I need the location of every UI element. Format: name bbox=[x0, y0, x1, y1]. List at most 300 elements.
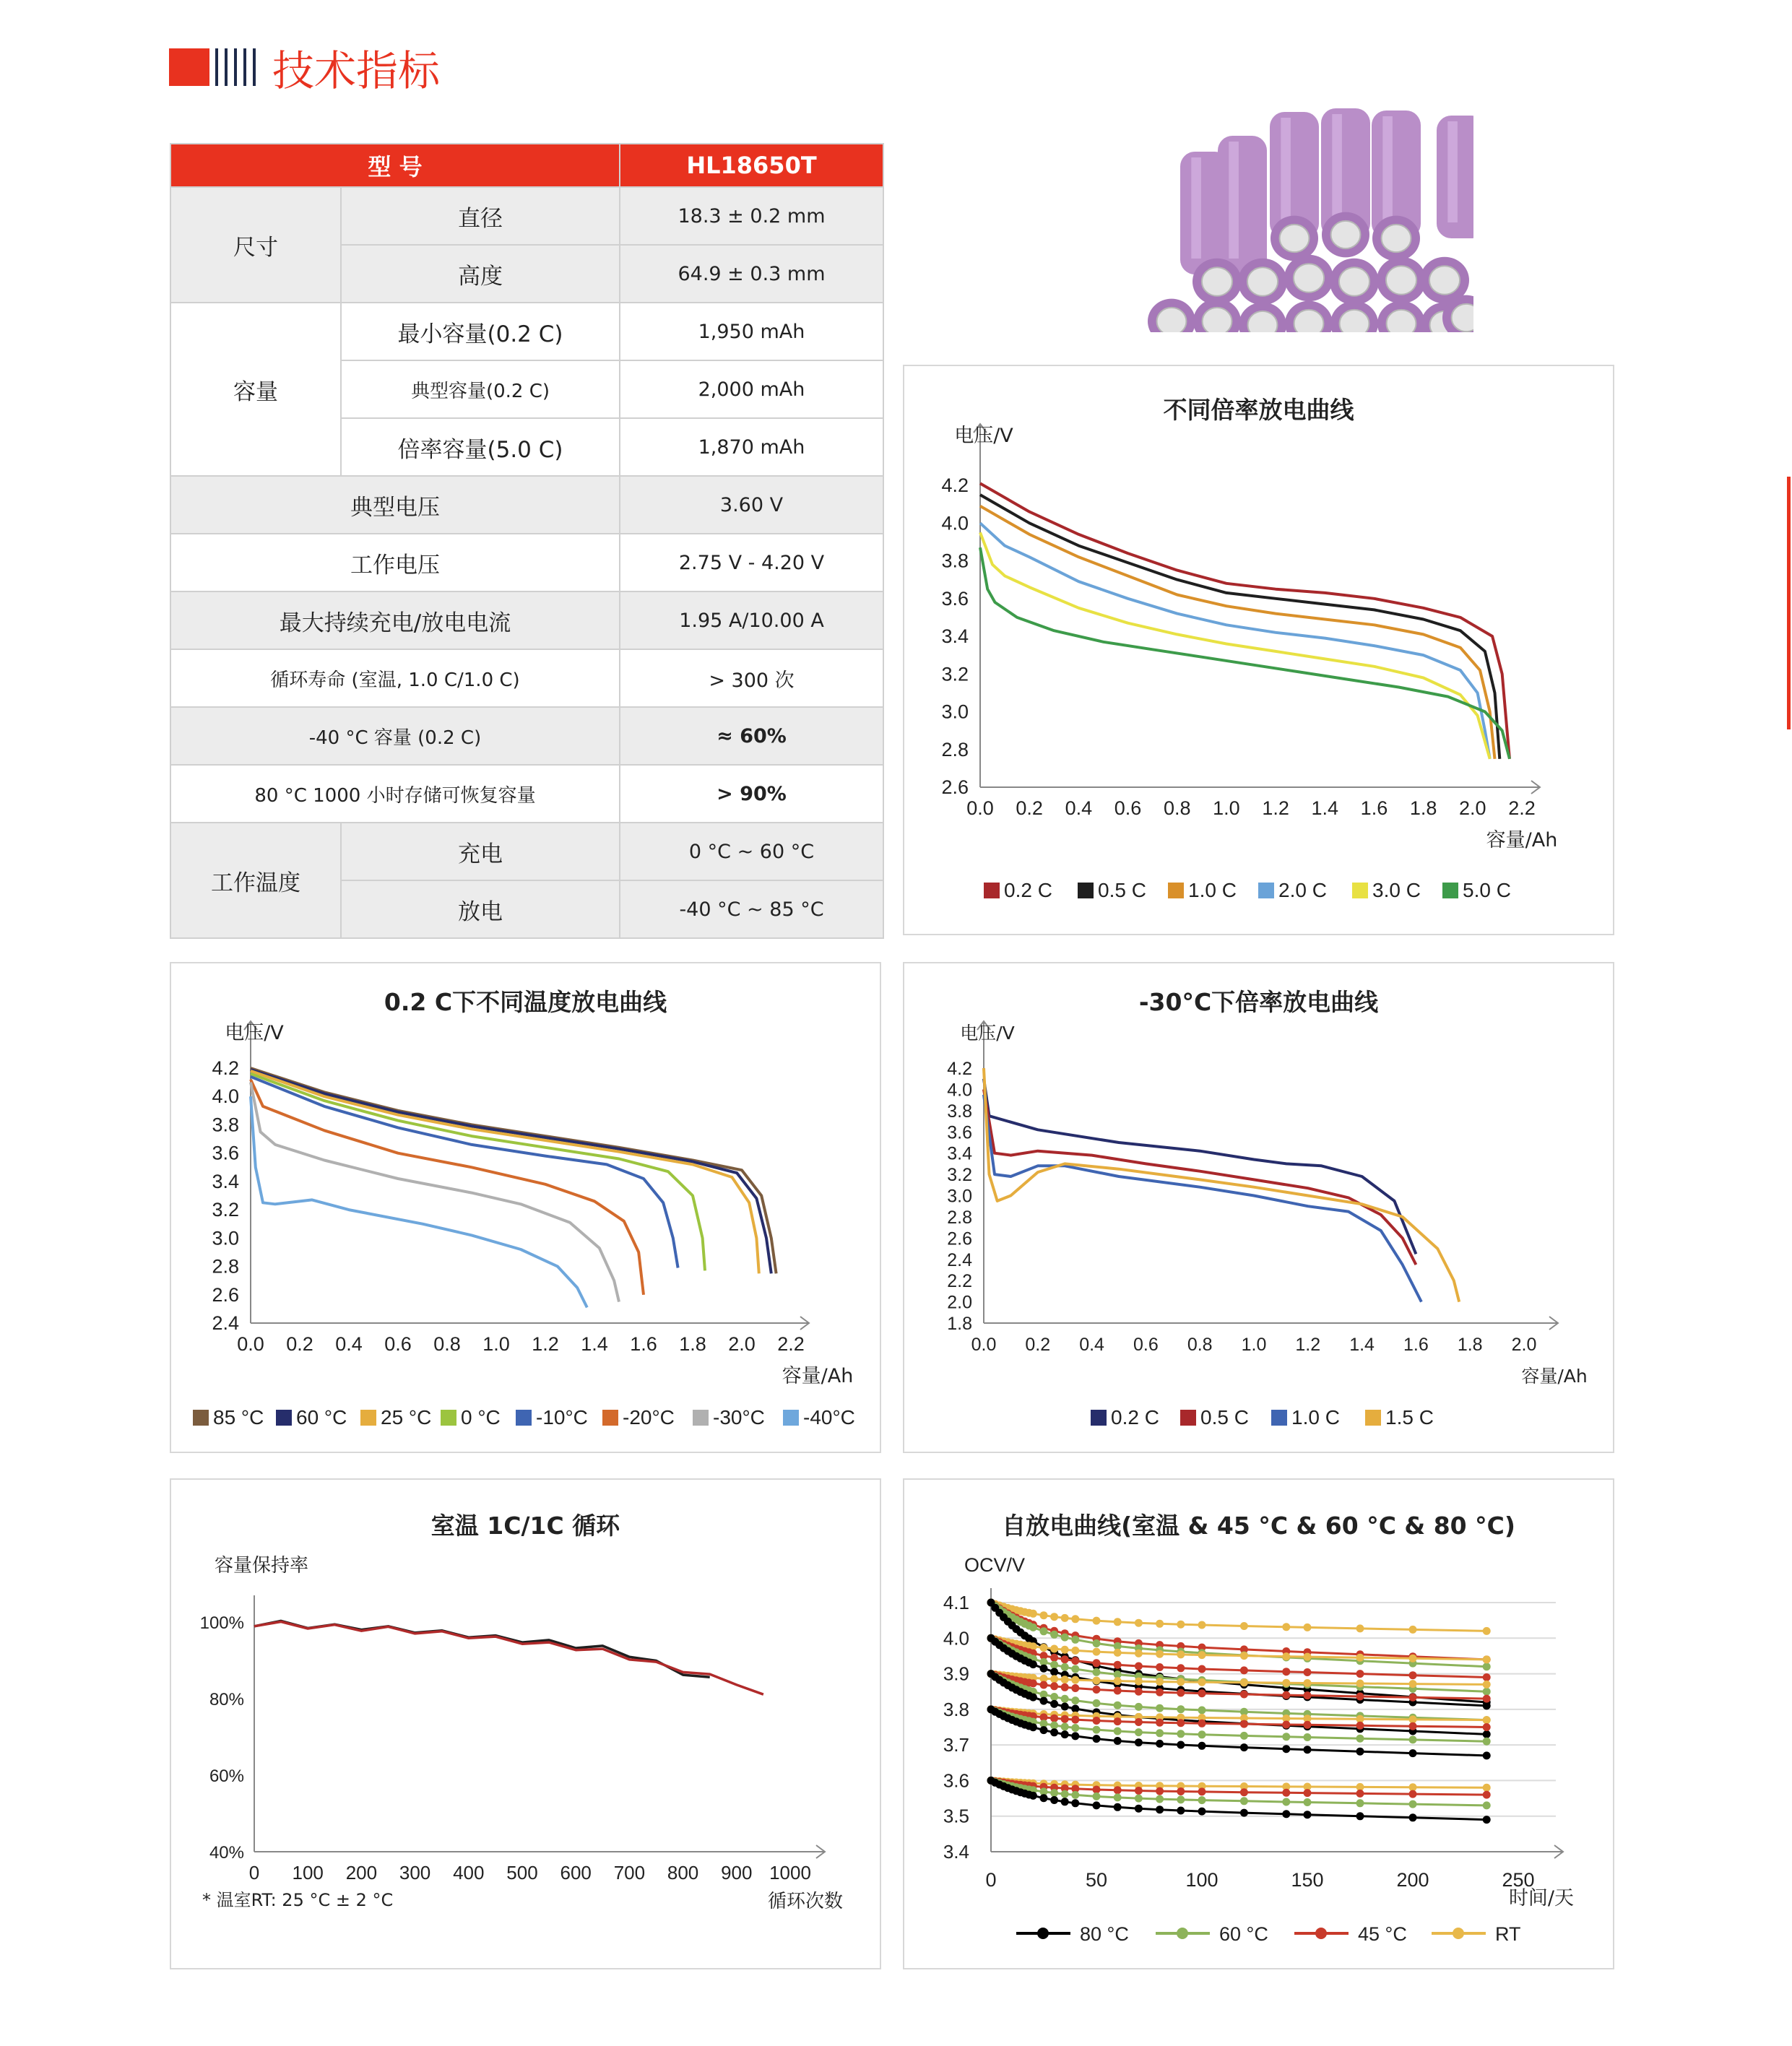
x-tick-label: 0.2 bbox=[1025, 1335, 1051, 1355]
data-point bbox=[1483, 1663, 1491, 1670]
battery-terminal bbox=[1247, 267, 1278, 295]
data-point bbox=[1177, 1807, 1185, 1815]
x-tick-label: 0 bbox=[985, 1869, 997, 1891]
x-tick-label: 400 bbox=[453, 1862, 485, 1884]
legend-swatch bbox=[1365, 1410, 1381, 1426]
diameter-value: 18.3 ± 0.2 mm bbox=[620, 187, 883, 245]
y-axis-label: 电压/V bbox=[954, 425, 1013, 447]
y-tick-label: 2.4 bbox=[212, 1312, 239, 1334]
data-point bbox=[1071, 1657, 1079, 1665]
x-tick-label: 0.6 bbox=[384, 1333, 412, 1355]
y-tick-label: 3.6 bbox=[943, 1769, 969, 1792]
min-capacity-value: 1,950 mAh bbox=[620, 303, 883, 360]
data-point bbox=[1483, 1716, 1491, 1724]
x-tick-label: 0.8 bbox=[433, 1333, 461, 1355]
y-tick-label: 3.2 bbox=[947, 1165, 972, 1186]
legend-swatch bbox=[783, 1410, 799, 1426]
data-point bbox=[1156, 1704, 1164, 1712]
data-point bbox=[1050, 1631, 1058, 1639]
data-point bbox=[1061, 1703, 1069, 1711]
data-point bbox=[1050, 1796, 1058, 1804]
x-tick-label: 0.0 bbox=[971, 1335, 997, 1355]
data-point bbox=[1282, 1733, 1290, 1741]
x-tick-label: 0.2 bbox=[1016, 797, 1043, 819]
section-header bbox=[169, 42, 441, 95]
data-point bbox=[1061, 1722, 1069, 1730]
self-discharge-panel bbox=[903, 1478, 1614, 1969]
x-tick-label: 150 bbox=[1291, 1869, 1324, 1891]
data-point bbox=[1240, 1797, 1248, 1805]
chart-title: 室温 1C/1C 循环 bbox=[430, 1512, 620, 1540]
x-tick-label: 900 bbox=[721, 1862, 753, 1884]
data-point bbox=[1114, 1661, 1122, 1669]
battery-body bbox=[1218, 136, 1267, 274]
data-point bbox=[1071, 1665, 1079, 1673]
data-point bbox=[1198, 1730, 1206, 1738]
y-tick-label: 4.0 bbox=[212, 1085, 239, 1108]
legend-swatch bbox=[360, 1410, 376, 1426]
legend-swatch bbox=[1180, 1410, 1196, 1426]
data-point bbox=[1198, 1651, 1206, 1659]
model-value: HL18650T bbox=[620, 144, 883, 187]
data-point bbox=[1093, 1677, 1101, 1685]
data-point bbox=[1409, 1694, 1417, 1702]
self-discharge-chart bbox=[904, 1480, 1613, 1968]
data-point bbox=[1050, 1789, 1058, 1797]
data-point bbox=[1029, 1660, 1037, 1668]
table-row bbox=[170, 649, 883, 707]
data-point bbox=[1050, 1693, 1058, 1701]
data-point bbox=[1071, 1615, 1079, 1623]
legend-swatch bbox=[1442, 883, 1458, 898]
data-point bbox=[1198, 1720, 1206, 1728]
data-point bbox=[1409, 1680, 1417, 1688]
spec-header-row bbox=[170, 144, 883, 187]
x-tick-label: 1.4 bbox=[1311, 797, 1339, 819]
y-tick-label: 3.2 bbox=[212, 1199, 239, 1221]
x-axis-label: 容量/Ah bbox=[1521, 1366, 1588, 1387]
legend-label: 0 °C bbox=[461, 1406, 501, 1429]
height-value: 64.9 ± 0.3 mm bbox=[620, 245, 883, 303]
legend-marker bbox=[1037, 1928, 1049, 1939]
series-line bbox=[254, 1621, 710, 1677]
y-tick-label: 2.8 bbox=[212, 1255, 239, 1278]
series-line bbox=[251, 1070, 771, 1273]
series-line bbox=[980, 523, 1490, 759]
x-tick-label: 1.6 bbox=[1360, 797, 1388, 819]
data-point bbox=[1071, 1732, 1079, 1740]
legend-label: RT bbox=[1495, 1923, 1521, 1945]
x-tick-label: 1000 bbox=[769, 1862, 811, 1884]
data-point bbox=[1050, 1645, 1058, 1653]
y-tick-label: 2.6 bbox=[941, 776, 969, 798]
cold-discharge-panel bbox=[903, 962, 1614, 1453]
x-tick-label: 500 bbox=[506, 1862, 538, 1884]
legend-label: 0.5 C bbox=[1098, 879, 1146, 901]
data-point bbox=[1093, 1726, 1101, 1734]
diameter-label: 直径 bbox=[341, 187, 620, 245]
data-point bbox=[1483, 1730, 1491, 1738]
data-point bbox=[1029, 1792, 1037, 1800]
row-label: 循环寿命 (室温, 1.0 C/1.0 C) bbox=[170, 649, 620, 707]
data-point bbox=[1071, 1799, 1079, 1807]
data-point bbox=[1483, 1784, 1491, 1792]
data-point bbox=[1114, 1649, 1122, 1657]
y-tick-label: 3.4 bbox=[941, 625, 969, 647]
data-point bbox=[1198, 1796, 1206, 1804]
x-tick-label: 1.4 bbox=[1349, 1335, 1375, 1355]
data-point bbox=[1114, 1687, 1122, 1695]
data-point bbox=[1356, 1748, 1364, 1756]
legend-swatch bbox=[193, 1410, 209, 1426]
battery-terminal bbox=[1331, 221, 1361, 248]
data-point bbox=[1304, 1798, 1312, 1806]
data-point bbox=[1061, 1790, 1069, 1798]
data-point bbox=[1356, 1735, 1364, 1743]
data-point bbox=[1282, 1721, 1290, 1729]
y-tick-label: 3.4 bbox=[947, 1143, 972, 1164]
data-point bbox=[1240, 1788, 1248, 1796]
charge-value: 0 °C ~ 60 °C bbox=[620, 823, 883, 880]
data-point bbox=[1240, 1691, 1248, 1699]
data-point bbox=[1409, 1790, 1417, 1798]
data-point bbox=[1114, 1737, 1122, 1745]
data-point bbox=[1409, 1671, 1417, 1679]
x-axis-label: 时间/天 bbox=[1508, 1887, 1575, 1910]
data-point bbox=[1071, 1636, 1079, 1644]
battery-terminal bbox=[1382, 225, 1411, 252]
chart-title: -30°C下倍率放电曲线 bbox=[1138, 988, 1379, 1016]
capacity-label: 容量 bbox=[170, 303, 341, 476]
data-point bbox=[1135, 1650, 1143, 1657]
data-point bbox=[1356, 1790, 1364, 1798]
data-point bbox=[1040, 1611, 1048, 1619]
data-point bbox=[1135, 1619, 1143, 1627]
x-tick-label: 1.8 bbox=[1409, 797, 1437, 819]
x-tick-label: 300 bbox=[399, 1862, 431, 1884]
x-tick-label: 700 bbox=[613, 1862, 646, 1884]
legend-swatch bbox=[602, 1410, 618, 1426]
x-tick-label: 0.8 bbox=[1187, 1335, 1213, 1355]
x-axis-label: 循环次数 bbox=[767, 1891, 844, 1912]
battery-highlight bbox=[1332, 114, 1342, 222]
battery-highlight bbox=[1281, 118, 1291, 222]
data-point bbox=[1114, 1702, 1122, 1709]
x-tick-label: 800 bbox=[667, 1862, 699, 1884]
x-tick-label: 1.4 bbox=[581, 1333, 608, 1355]
x-tick-label: 0.4 bbox=[1065, 797, 1093, 819]
data-point bbox=[1156, 1787, 1164, 1795]
x-tick-label: 2.0 bbox=[1511, 1335, 1537, 1355]
y-tick-label: 3.0 bbox=[941, 701, 969, 723]
y-tick-label: 3.5 bbox=[943, 1805, 969, 1827]
data-point bbox=[1135, 1787, 1143, 1795]
x-tick-label: 100 bbox=[292, 1862, 324, 1884]
data-point bbox=[1304, 1721, 1312, 1729]
battery-terminal bbox=[1452, 304, 1473, 331]
data-point bbox=[1483, 1738, 1491, 1746]
data-point bbox=[1177, 1730, 1185, 1738]
data-point bbox=[1071, 1705, 1079, 1713]
data-point bbox=[1483, 1791, 1491, 1799]
data-point bbox=[1093, 1668, 1101, 1676]
data-point bbox=[1135, 1688, 1143, 1696]
data-point bbox=[1114, 1677, 1122, 1685]
data-point bbox=[1093, 1617, 1101, 1625]
x-axis-label: 容量/Ah bbox=[1486, 829, 1558, 851]
data-point bbox=[1093, 1735, 1101, 1743]
data-point bbox=[1071, 1724, 1079, 1732]
temp-discharge-chart bbox=[171, 963, 880, 1452]
legend-swatch bbox=[516, 1410, 532, 1426]
y-tick-label: 4.2 bbox=[947, 1059, 972, 1079]
legend-label: -40°C bbox=[803, 1406, 855, 1429]
x-tick-label: 100 bbox=[1185, 1869, 1219, 1891]
data-point bbox=[1114, 1786, 1122, 1794]
data-point bbox=[1304, 1691, 1312, 1699]
data-point bbox=[1198, 1621, 1206, 1629]
chart-title: 不同倍率放电曲线 bbox=[1163, 396, 1354, 424]
data-point bbox=[1409, 1655, 1417, 1663]
temp-discharge-panel bbox=[170, 962, 881, 1453]
data-point bbox=[1304, 1733, 1312, 1741]
data-point bbox=[1135, 1703, 1143, 1711]
data-point bbox=[1240, 1666, 1248, 1674]
x-tick-label: 1.8 bbox=[679, 1333, 706, 1355]
data-point bbox=[1177, 1719, 1185, 1727]
table-row bbox=[170, 707, 883, 765]
data-point bbox=[1061, 1683, 1069, 1691]
size-label: 尺寸 bbox=[170, 187, 341, 303]
legend-label: 1.5 C bbox=[1385, 1406, 1434, 1429]
data-point bbox=[1304, 1811, 1312, 1819]
battery-terminal bbox=[1294, 310, 1324, 332]
x-tick-label: 1.2 bbox=[1295, 1335, 1321, 1355]
data-point bbox=[1483, 1673, 1491, 1681]
data-point bbox=[1356, 1654, 1364, 1662]
data-point bbox=[1114, 1717, 1122, 1725]
data-point bbox=[1177, 1795, 1185, 1803]
section-title: 技术指标 bbox=[272, 46, 441, 95]
x-tick-label: 200 bbox=[1396, 1869, 1429, 1891]
data-point bbox=[1156, 1620, 1164, 1628]
x-tick-label: 0.0 bbox=[966, 797, 994, 819]
x-tick-label: 1.0 bbox=[1241, 1335, 1267, 1355]
y-tick-label: 4.0 bbox=[947, 1080, 972, 1101]
data-point bbox=[1483, 1702, 1491, 1709]
data-point bbox=[1093, 1699, 1101, 1707]
table-row bbox=[170, 534, 883, 591]
data-point bbox=[1198, 1742, 1206, 1750]
data-point bbox=[1240, 1652, 1248, 1660]
legend-swatch bbox=[276, 1410, 292, 1426]
data-point bbox=[1240, 1622, 1248, 1630]
data-point bbox=[1356, 1799, 1364, 1807]
data-point bbox=[1061, 1715, 1069, 1723]
series-line bbox=[980, 547, 1510, 759]
legend-label: 60 °C bbox=[1219, 1923, 1268, 1945]
data-point bbox=[1061, 1798, 1069, 1806]
discharge-value: -40 °C ~ 85 °C bbox=[620, 880, 883, 938]
data-point bbox=[1240, 1732, 1248, 1740]
battery-terminal bbox=[1339, 267, 1369, 295]
row-label: 80 °C 1000 小时存储可恢复容量 bbox=[170, 765, 620, 823]
legend-label: 0.2 C bbox=[1004, 879, 1052, 901]
legend-label: 0.5 C bbox=[1200, 1406, 1249, 1429]
legend-label: -30°C bbox=[713, 1406, 765, 1429]
data-point bbox=[1050, 1700, 1058, 1708]
legend-label: 1.0 C bbox=[1291, 1406, 1340, 1429]
row-value: > 90% bbox=[620, 765, 883, 823]
data-point bbox=[1356, 1812, 1364, 1820]
y-tick-label: 2.4 bbox=[947, 1249, 972, 1270]
data-point bbox=[1240, 1720, 1248, 1728]
footnote: * 温室RT: 25 °C ± 2 °C bbox=[202, 1890, 394, 1910]
op-temp-label: 工作温度 bbox=[170, 823, 341, 938]
y-tick-label: 40% bbox=[209, 1843, 244, 1863]
data-point bbox=[1135, 1728, 1143, 1736]
header-stripes bbox=[215, 48, 262, 86]
data-point bbox=[1135, 1795, 1143, 1803]
data-point bbox=[1282, 1798, 1290, 1806]
data-point bbox=[1177, 1650, 1185, 1658]
data-point bbox=[1071, 1791, 1079, 1799]
data-point bbox=[1114, 1803, 1122, 1811]
data-point bbox=[1135, 1738, 1143, 1746]
row-value: 2.75 V - 4.20 V bbox=[620, 534, 883, 591]
data-point bbox=[1282, 1652, 1290, 1660]
x-tick-label: 2.0 bbox=[728, 1333, 756, 1355]
header-accent-block bbox=[169, 48, 209, 86]
chart-title: 0.2 C下不同温度放电曲线 bbox=[384, 988, 667, 1016]
x-axis-label: 容量/Ah bbox=[782, 1365, 854, 1387]
legend-marker bbox=[1453, 1928, 1464, 1939]
y-axis-label: 电压/V bbox=[960, 1023, 1015, 1044]
data-point bbox=[1282, 1679, 1290, 1687]
data-point bbox=[1156, 1729, 1164, 1737]
y-tick-label: 3.8 bbox=[947, 1101, 972, 1122]
legend-swatch bbox=[984, 883, 1000, 898]
legend-swatch bbox=[693, 1410, 709, 1426]
legend-swatch bbox=[1271, 1410, 1287, 1426]
data-point bbox=[1093, 1648, 1101, 1656]
legend-label: -10°C bbox=[536, 1406, 588, 1429]
data-point bbox=[1156, 1678, 1164, 1686]
data-point bbox=[1040, 1627, 1048, 1635]
x-tick-label: 250 bbox=[1502, 1869, 1535, 1891]
legend-label: 3.0 C bbox=[1372, 879, 1421, 901]
data-point bbox=[1114, 1793, 1122, 1801]
data-point bbox=[1029, 1723, 1037, 1731]
y-tick-label: 4.2 bbox=[212, 1057, 239, 1079]
data-point bbox=[1093, 1717, 1101, 1725]
y-tick-label: 3.0 bbox=[947, 1186, 972, 1207]
data-point bbox=[1356, 1722, 1364, 1730]
data-point bbox=[1093, 1639, 1101, 1647]
y-tick-label: 1.8 bbox=[947, 1314, 972, 1334]
data-point bbox=[1071, 1684, 1079, 1692]
series-line bbox=[984, 1095, 1421, 1302]
data-point bbox=[1061, 1634, 1069, 1642]
x-tick-label: 1.6 bbox=[1403, 1335, 1429, 1355]
data-point bbox=[1483, 1695, 1491, 1703]
data-point bbox=[1135, 1678, 1143, 1686]
data-point bbox=[1483, 1801, 1491, 1809]
cycle-panel bbox=[170, 1478, 881, 1969]
data-point bbox=[1156, 1663, 1164, 1671]
y-tick-label: 4.0 bbox=[943, 1627, 969, 1650]
y-tick-label: 3.7 bbox=[943, 1734, 969, 1756]
x-tick-label: 0.6 bbox=[1133, 1335, 1159, 1355]
battery-terminal bbox=[1202, 267, 1232, 295]
battery-terminal bbox=[1429, 266, 1460, 294]
y-tick-label: 100% bbox=[199, 1613, 244, 1633]
data-point bbox=[1177, 1678, 1185, 1686]
data-point bbox=[1029, 1624, 1037, 1631]
table-row bbox=[170, 591, 883, 649]
y-tick-label: 4.1 bbox=[943, 1592, 969, 1613]
data-point bbox=[1356, 1670, 1364, 1678]
data-point bbox=[1304, 1789, 1312, 1797]
spec-table bbox=[170, 143, 884, 939]
data-point bbox=[1409, 1749, 1417, 1757]
data-point bbox=[1050, 1613, 1058, 1621]
legend-marker bbox=[1177, 1928, 1188, 1939]
battery-highlight bbox=[1191, 157, 1201, 259]
data-point bbox=[1304, 1653, 1312, 1661]
data-point bbox=[1071, 1647, 1079, 1655]
data-point bbox=[1483, 1751, 1491, 1759]
data-point bbox=[1409, 1735, 1417, 1743]
data-point bbox=[1029, 1610, 1037, 1618]
data-point bbox=[1409, 1626, 1417, 1634]
y-tick-label: 60% bbox=[209, 1767, 244, 1786]
table-row bbox=[170, 823, 883, 880]
series-line bbox=[251, 1096, 587, 1307]
data-point bbox=[1282, 1691, 1290, 1699]
model-label: 型 号 bbox=[170, 144, 620, 187]
row-value: > 300 次 bbox=[620, 649, 883, 707]
battery-terminal bbox=[1294, 264, 1324, 292]
data-point bbox=[1093, 1801, 1101, 1809]
legend-label: 2.0 C bbox=[1278, 879, 1327, 901]
charge-label: 充电 bbox=[341, 823, 620, 880]
x-tick-label: 50 bbox=[1085, 1869, 1108, 1891]
data-point bbox=[1135, 1663, 1143, 1670]
data-point bbox=[1061, 1655, 1069, 1663]
rate-capacity-value: 1,870 mAh bbox=[620, 418, 883, 476]
data-point bbox=[1483, 1655, 1491, 1663]
data-point bbox=[1050, 1661, 1058, 1669]
data-point bbox=[1304, 1679, 1312, 1687]
y-tick-label: 4.0 bbox=[941, 512, 969, 534]
x-tick-label: 200 bbox=[345, 1862, 378, 1884]
min-capacity-label: 最小容量(0.2 C) bbox=[341, 303, 620, 360]
x-tick-label: 1.2 bbox=[1262, 797, 1289, 819]
y-tick-label: 3.8 bbox=[941, 550, 969, 572]
y-tick-label: 2.6 bbox=[947, 1228, 972, 1249]
data-point bbox=[1240, 1809, 1248, 1817]
x-tick-label: 0 bbox=[248, 1862, 260, 1884]
series-line bbox=[984, 1089, 1416, 1265]
x-tick-label: 2.2 bbox=[1508, 797, 1536, 819]
data-point bbox=[1198, 1689, 1206, 1697]
data-point bbox=[1093, 1659, 1101, 1667]
x-tick-label: 1.0 bbox=[482, 1333, 510, 1355]
data-point bbox=[1061, 1730, 1069, 1738]
legend-label: 60 °C bbox=[296, 1406, 347, 1429]
data-point bbox=[1135, 1805, 1143, 1813]
